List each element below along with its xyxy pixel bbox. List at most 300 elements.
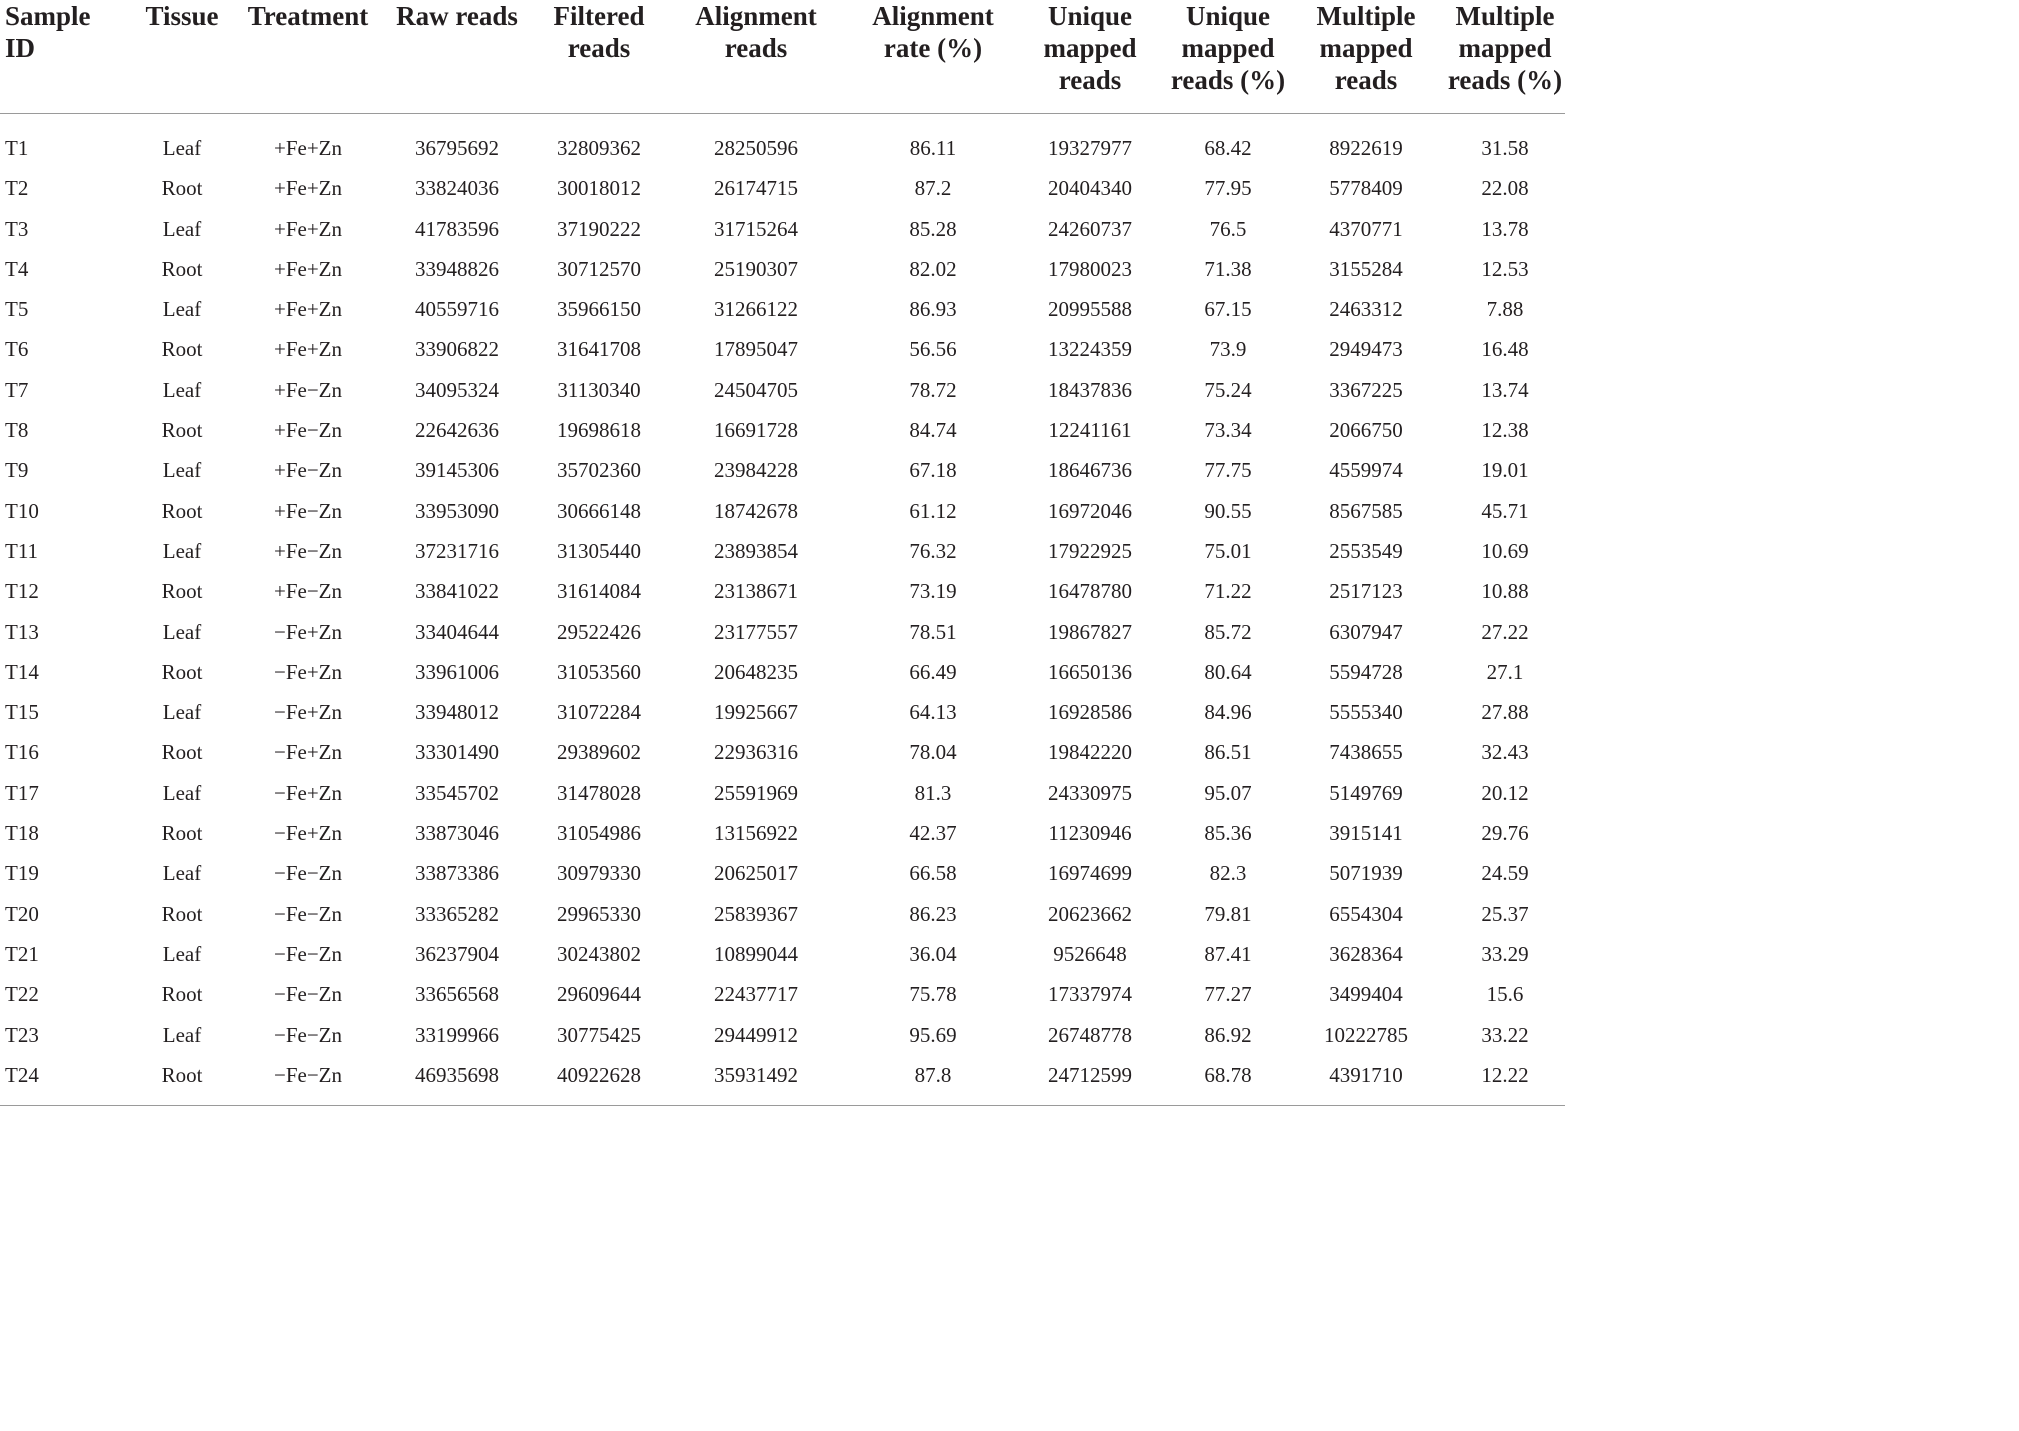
cell-sample-id: T5: [5, 297, 29, 322]
table-row: [0, 974, 1567, 1014]
cell-sample-id: T21: [5, 941, 39, 966]
cell-raw-reads: 33906822: [415, 337, 499, 362]
cell-unique-mapped-reads-pct: 77.95: [1204, 176, 1252, 201]
cell-raw-reads: 33199966: [415, 1022, 499, 1047]
cell-raw-reads: 33873386: [415, 861, 499, 886]
cell-alignment-rate: 36.04: [909, 941, 957, 966]
cell-unique-mapped-reads-pct: 86.92: [1204, 1022, 1252, 1047]
cell-alignment-rate: 81.3: [914, 780, 952, 805]
cell-tissue: Leaf: [162, 619, 202, 644]
cell-treatment: −Fe−Zn: [273, 941, 342, 966]
cell-unique-mapped-reads: 19867827: [1048, 619, 1132, 644]
cell-unique-mapped-reads: 26748778: [1048, 1022, 1132, 1047]
cell-treatment: +Fe−Zn: [273, 579, 342, 604]
cell-unique-mapped-reads-pct: 68.42: [1204, 136, 1252, 160]
cell-alignment-rate: 75.78: [909, 982, 957, 1007]
cell-multiple-mapped-reads: 5778409: [1329, 176, 1403, 201]
cell-sample-id: T20: [5, 901, 39, 926]
cell-alignment-reads: 25839367: [714, 901, 798, 926]
cell-unique-mapped-reads: 18646736: [1048, 458, 1132, 483]
table-row: [0, 450, 1567, 490]
cell-raw-reads: 33961006: [415, 659, 499, 684]
table-body: [0, 128, 1567, 1095]
cell-multiple-mapped-reads-pct: 12.53: [1481, 256, 1529, 281]
cell-unique-mapped-reads: 24330975: [1048, 780, 1132, 805]
table-row: [0, 168, 1567, 208]
cell-alignment-rate: 82.02: [909, 256, 957, 281]
cell-filtered-reads: 30243802: [557, 941, 641, 966]
cell-multiple-mapped-reads-pct: 20.12: [1481, 780, 1529, 805]
cell-raw-reads: 33873046: [415, 821, 499, 846]
cell-treatment: −Fe+Zn: [273, 619, 342, 644]
cell-unique-mapped-reads: 24712599: [1048, 1062, 1132, 1087]
cell-alignment-reads: 16691728: [714, 418, 798, 443]
cell-alignment-reads: 22936316: [714, 740, 798, 765]
column-header-treatment: Treatment: [247, 1, 369, 31]
cell-multiple-mapped-reads-pct: 19.01: [1481, 458, 1529, 483]
cell-filtered-reads: 31053560: [557, 659, 641, 684]
cell-multiple-mapped-reads-pct: 15.6: [1486, 982, 1524, 1007]
table-row: [0, 1015, 1567, 1055]
cell-raw-reads: 33841022: [415, 579, 499, 604]
table-row: [0, 813, 1567, 853]
cell-sample-id: T8: [5, 418, 29, 443]
cell-multiple-mapped-reads: 2949473: [1329, 337, 1403, 362]
cell-alignment-reads: 29449912: [714, 1022, 798, 1047]
cell-unique-mapped-reads: 17922925: [1048, 538, 1132, 563]
cell-multiple-mapped-reads-pct: 29.76: [1481, 821, 1529, 846]
cell-tissue: Leaf: [162, 700, 202, 725]
cell-unique-mapped-reads-pct: 75.01: [1204, 538, 1252, 563]
cell-unique-mapped-reads: 20995588: [1048, 297, 1132, 322]
cell-unique-mapped-reads-pct: 86.51: [1204, 740, 1252, 765]
cell-unique-mapped-reads-pct: 82.3: [1209, 861, 1247, 886]
cell-unique-mapped-reads: 9526648: [1053, 941, 1127, 966]
cell-unique-mapped-reads: 19842220: [1048, 740, 1132, 765]
cell-alignment-rate: 73.19: [909, 579, 957, 604]
cell-raw-reads: 41783596: [415, 216, 499, 241]
cell-alignment-rate: 86.23: [909, 901, 957, 926]
table-header: [0, 0, 1567, 113]
cell-multiple-mapped-reads: 3915141: [1329, 821, 1403, 846]
cell-multiple-mapped-reads-pct: 12.38: [1481, 418, 1529, 443]
table-row: [0, 692, 1567, 732]
cell-alignment-reads: 28250596: [714, 136, 798, 160]
cell-filtered-reads: 31305440: [557, 538, 641, 563]
cell-treatment: +Fe−Zn: [273, 498, 342, 523]
table-row: [0, 531, 1567, 571]
cell-alignment-rate: 42.37: [909, 821, 957, 846]
cell-sample-id: T14: [5, 659, 39, 684]
table-row: [0, 1055, 1567, 1095]
cell-unique-mapped-reads-pct: 71.22: [1204, 579, 1252, 604]
cell-raw-reads: 36237904: [415, 941, 499, 966]
cell-alignment-reads: 17895047: [714, 337, 798, 362]
column-header-sample-id: Sample ID: [5, 1, 91, 63]
cell-multiple-mapped-reads: 8567585: [1329, 498, 1403, 523]
cell-unique-mapped-reads: 17337974: [1048, 982, 1132, 1007]
cell-raw-reads: 33953090: [415, 498, 499, 523]
cell-multiple-mapped-reads: 2553549: [1329, 538, 1403, 563]
cell-alignment-reads: 19925667: [714, 700, 798, 725]
cell-tissue: Root: [161, 579, 203, 604]
table-row: [0, 128, 1567, 168]
cell-raw-reads: 39145306: [415, 458, 499, 483]
cell-filtered-reads: 31478028: [557, 780, 641, 805]
cell-treatment: +Fe+Zn: [273, 297, 342, 322]
cell-filtered-reads: 29389602: [557, 740, 641, 765]
cell-unique-mapped-reads-pct: 90.55: [1204, 498, 1252, 523]
cell-multiple-mapped-reads: 8922619: [1329, 136, 1403, 160]
cell-raw-reads: 36795692: [415, 136, 499, 160]
cell-unique-mapped-reads-pct: 85.36: [1204, 821, 1252, 846]
cell-alignment-reads: 31266122: [714, 297, 798, 322]
cell-tissue: Root: [161, 418, 203, 443]
cell-unique-mapped-reads: 16478780: [1048, 579, 1132, 604]
cell-multiple-mapped-reads: 3367225: [1329, 377, 1403, 402]
cell-unique-mapped-reads-pct: 73.34: [1204, 418, 1252, 443]
table-row: [0, 773, 1567, 813]
cell-treatment: +Fe−Zn: [273, 458, 342, 483]
column-header-tissue: Tissue: [145, 1, 219, 31]
column-header-multiple-mapped-reads: Multiple mapped reads: [1316, 1, 1416, 95]
cell-sample-id: T12: [5, 579, 39, 604]
cell-tissue: Leaf: [162, 538, 202, 563]
table-row: [0, 249, 1567, 289]
cell-treatment: +Fe−Zn: [273, 538, 342, 563]
cell-filtered-reads: 32809362: [557, 136, 641, 160]
cell-unique-mapped-reads: 11230946: [1048, 821, 1132, 846]
column-header-unique-mapped-reads: Unique mapped reads: [1043, 1, 1137, 95]
cell-unique-mapped-reads: 12241161: [1048, 418, 1132, 443]
cell-multiple-mapped-reads-pct: 24.59: [1481, 861, 1529, 886]
cell-tissue: Root: [161, 982, 203, 1007]
cell-unique-mapped-reads-pct: 67.15: [1204, 297, 1252, 322]
cell-unique-mapped-reads-pct: 85.72: [1204, 619, 1252, 644]
cell-multiple-mapped-reads: 5149769: [1329, 780, 1403, 805]
cell-tissue: Leaf: [162, 377, 202, 402]
cell-unique-mapped-reads: 18437836: [1048, 377, 1132, 402]
cell-unique-mapped-reads-pct: 87.41: [1204, 941, 1252, 966]
cell-filtered-reads: 30666148: [557, 498, 641, 523]
cell-treatment: +Fe+Zn: [273, 136, 342, 160]
cell-alignment-rate: 78.04: [909, 740, 957, 765]
cell-alignment-reads: 23177557: [714, 619, 798, 644]
cell-treatment: +Fe−Zn: [273, 418, 342, 443]
cell-multiple-mapped-reads-pct: 32.43: [1481, 740, 1529, 765]
cell-tissue: Root: [161, 821, 203, 846]
cell-multiple-mapped-reads-pct: 13.74: [1481, 377, 1529, 402]
cell-filtered-reads: 30979330: [557, 861, 641, 886]
cell-treatment: −Fe+Zn: [273, 821, 342, 846]
cell-tissue: Root: [161, 740, 203, 765]
cell-raw-reads: 33948826: [415, 256, 499, 281]
table-row: [0, 853, 1567, 893]
cell-alignment-reads: 35931492: [714, 1062, 798, 1087]
cell-unique-mapped-reads: 19327977: [1048, 136, 1132, 160]
cell-alignment-reads: 22437717: [714, 982, 798, 1007]
cell-alignment-rate: 85.28: [909, 216, 957, 241]
cell-unique-mapped-reads-pct: 79.81: [1204, 901, 1252, 926]
column-header-alignment-reads: Alignment reads: [695, 1, 817, 63]
cell-alignment-rate: 78.51: [909, 619, 957, 644]
cell-multiple-mapped-reads-pct: 27.1: [1486, 659, 1524, 684]
cell-filtered-reads: 29965330: [557, 901, 641, 926]
cell-unique-mapped-reads-pct: 76.5: [1209, 216, 1247, 241]
cell-alignment-reads: 20648235: [714, 659, 798, 684]
cell-multiple-mapped-reads: 2066750: [1329, 418, 1403, 443]
cell-multiple-mapped-reads: 4370771: [1329, 216, 1403, 241]
cell-alignment-reads: 25591969: [714, 780, 798, 805]
cell-multiple-mapped-reads: 5594728: [1329, 659, 1403, 684]
cell-multiple-mapped-reads: 4391710: [1329, 1062, 1403, 1087]
cell-filtered-reads: 40922628: [557, 1062, 641, 1087]
cell-alignment-rate: 87.2: [914, 176, 952, 201]
cell-filtered-reads: 31054986: [557, 821, 641, 846]
cell-multiple-mapped-reads: 10222785: [1324, 1022, 1408, 1047]
cell-tissue: Leaf: [162, 941, 202, 966]
cell-multiple-mapped-reads-pct: 25.37: [1481, 901, 1529, 926]
cell-multiple-mapped-reads: 5555340: [1329, 700, 1403, 725]
cell-raw-reads: 34095324: [415, 377, 499, 402]
cell-unique-mapped-reads: 20623662: [1048, 901, 1132, 926]
cell-treatment: +Fe+Zn: [273, 176, 342, 201]
cell-unique-mapped-reads-pct: 84.96: [1204, 700, 1252, 725]
cell-sample-id: T11: [5, 538, 39, 563]
cell-sample-id: T22: [5, 982, 39, 1007]
cell-multiple-mapped-reads-pct: 27.88: [1481, 700, 1529, 725]
cell-multiple-mapped-reads: 6307947: [1329, 619, 1403, 644]
cell-alignment-reads: 26174715: [714, 176, 798, 201]
table-row: [0, 732, 1567, 772]
table-row: [0, 934, 1567, 974]
column-header-filtered-reads: Filtered reads: [553, 1, 645, 63]
cell-multiple-mapped-reads-pct: 13.78: [1481, 216, 1529, 241]
cell-tissue: Root: [161, 901, 203, 926]
cell-multiple-mapped-reads: 4559974: [1329, 458, 1403, 483]
cell-unique-mapped-reads-pct: 68.78: [1204, 1062, 1252, 1087]
cell-raw-reads: 33365282: [415, 901, 499, 926]
cell-treatment: −Fe−Zn: [273, 861, 342, 886]
table-row: [0, 491, 1567, 531]
cell-unique-mapped-reads-pct: 71.38: [1204, 256, 1252, 281]
cell-alignment-rate: 76.32: [909, 538, 957, 563]
cell-filtered-reads: 37190222: [557, 216, 641, 241]
cell-tissue: Leaf: [162, 861, 202, 886]
cell-unique-mapped-reads: 16928586: [1048, 700, 1132, 725]
cell-multiple-mapped-reads: 6554304: [1329, 901, 1403, 926]
cell-multiple-mapped-reads: 3628364: [1329, 941, 1403, 966]
cell-filtered-reads: 30775425: [557, 1022, 641, 1047]
table-row: [0, 894, 1567, 934]
cell-sample-id: T1: [5, 136, 29, 160]
cell-sample-id: T17: [5, 780, 39, 805]
cell-unique-mapped-reads-pct: 75.24: [1204, 377, 1252, 402]
cell-multiple-mapped-reads: 3499404: [1329, 982, 1403, 1007]
cell-multiple-mapped-reads-pct: 10.88: [1481, 579, 1529, 604]
cell-raw-reads: 33656568: [415, 982, 499, 1007]
cell-treatment: −Fe−Zn: [273, 982, 342, 1007]
cell-tissue: Root: [161, 659, 203, 684]
cell-multiple-mapped-reads: 2463312: [1329, 297, 1403, 322]
cell-unique-mapped-reads: 17980023: [1048, 256, 1132, 281]
cell-sample-id: T2: [5, 176, 29, 201]
cell-filtered-reads: 19698618: [557, 418, 641, 443]
table-row: [0, 329, 1567, 369]
cell-raw-reads: 40559716: [415, 297, 499, 322]
cell-filtered-reads: 35702360: [557, 458, 641, 483]
cell-filtered-reads: 30712570: [557, 256, 641, 281]
cell-sample-id: T13: [5, 619, 39, 644]
column-header-unique-mapped-reads-pct: Unique mapped reads (%): [1170, 1, 1286, 95]
cell-multiple-mapped-reads-pct: 33.22: [1481, 1022, 1529, 1047]
cell-treatment: −Fe+Zn: [273, 700, 342, 725]
cell-multiple-mapped-reads: 3155284: [1329, 256, 1403, 281]
cell-multiple-mapped-reads-pct: 22.08: [1481, 176, 1529, 201]
column-header-multiple-mapped-reads-pct: Multiple mapped reads (%): [1447, 1, 1563, 95]
table-row: [0, 652, 1567, 692]
cell-alignment-reads: 23138671: [714, 579, 798, 604]
cell-unique-mapped-reads-pct: 73.9: [1209, 337, 1247, 362]
cell-alignment-reads: 23893854: [714, 538, 798, 563]
cell-treatment: +Fe+Zn: [273, 216, 342, 241]
cell-filtered-reads: 30018012: [557, 176, 641, 201]
cell-filtered-reads: 31072284: [557, 700, 641, 725]
header-rule: [0, 113, 1565, 114]
cell-unique-mapped-reads: 16972046: [1048, 498, 1132, 523]
cell-treatment: −Fe+Zn: [273, 780, 342, 805]
cell-treatment: −Fe−Zn: [273, 901, 342, 926]
cell-sample-id: T19: [5, 861, 39, 886]
cell-sample-id: T7: [5, 377, 29, 402]
cell-tissue: Leaf: [162, 1022, 202, 1047]
cell-tissue: Leaf: [162, 136, 202, 160]
cell-filtered-reads: 31614084: [557, 579, 641, 604]
cell-unique-mapped-reads: 24260737: [1048, 216, 1132, 241]
cell-alignment-reads: 13156922: [714, 821, 798, 846]
cell-tissue: Root: [161, 256, 203, 281]
cell-alignment-rate: 66.58: [909, 861, 957, 886]
cell-sample-id: T3: [5, 216, 29, 241]
cell-sample-id: T24: [5, 1062, 39, 1087]
cell-sample-id: T10: [5, 498, 39, 523]
cell-unique-mapped-reads: 20404340: [1048, 176, 1132, 201]
cell-alignment-rate: 67.18: [909, 458, 957, 483]
cell-unique-mapped-reads-pct: 77.27: [1204, 982, 1252, 1007]
cell-multiple-mapped-reads: 7438655: [1329, 740, 1403, 765]
cell-multiple-mapped-reads: 2517123: [1329, 579, 1403, 604]
cell-treatment: +Fe+Zn: [273, 337, 342, 362]
cell-alignment-rate: 66.49: [909, 659, 957, 684]
cell-filtered-reads: 31641708: [557, 337, 641, 362]
cell-filtered-reads: 29609644: [557, 982, 641, 1007]
cell-sample-id: T4: [5, 256, 29, 281]
cell-treatment: +Fe+Zn: [273, 256, 342, 281]
cell-multiple-mapped-reads-pct: 16.48: [1481, 337, 1529, 362]
cell-multiple-mapped-reads-pct: 7.88: [1486, 297, 1524, 322]
table-row: [0, 410, 1567, 450]
cell-raw-reads: 33545702: [415, 780, 499, 805]
column-header-raw-reads: Raw reads: [396, 1, 518, 31]
cell-alignment-reads: 10899044: [714, 941, 798, 966]
table-row: [0, 370, 1567, 410]
cell-alignment-rate: 86.93: [909, 297, 957, 322]
cell-unique-mapped-reads: 16974699: [1048, 861, 1132, 886]
cell-alignment-reads: 20625017: [714, 861, 798, 886]
cell-unique-mapped-reads-pct: 95.07: [1204, 780, 1252, 805]
column-header-alignment-rate: Alignment rate (%): [872, 1, 994, 63]
bottom-rule: [0, 1105, 1565, 1106]
cell-alignment-reads: 18742678: [714, 498, 798, 523]
cell-filtered-reads: 35966150: [557, 297, 641, 322]
cell-alignment-reads: 23984228: [714, 458, 798, 483]
cell-unique-mapped-reads: 16650136: [1048, 659, 1132, 684]
table-row: [0, 289, 1567, 329]
cell-sample-id: T23: [5, 1022, 39, 1047]
cell-alignment-rate: 61.12: [909, 498, 957, 523]
cell-multiple-mapped-reads-pct: 27.22: [1481, 619, 1529, 644]
cell-multiple-mapped-reads-pct: 45.71: [1481, 498, 1529, 523]
cell-alignment-rate: 78.72: [909, 377, 957, 402]
cell-treatment: +Fe−Zn: [273, 377, 342, 402]
cell-sample-id: T15: [5, 700, 39, 725]
table-row: [0, 209, 1567, 249]
cell-alignment-rate: 64.13: [909, 700, 957, 725]
cell-treatment: −Fe+Zn: [273, 740, 342, 765]
cell-treatment: −Fe−Zn: [273, 1022, 342, 1047]
cell-multiple-mapped-reads: 5071939: [1329, 861, 1403, 886]
cell-alignment-rate: 86.11: [909, 136, 957, 160]
cell-raw-reads: 46935698: [415, 1062, 499, 1087]
cell-alignment-reads: 25190307: [714, 256, 798, 281]
cell-filtered-reads: 31130340: [557, 377, 641, 402]
cell-raw-reads: 33301490: [415, 740, 499, 765]
cell-alignment-rate: 87.8: [914, 1062, 952, 1087]
cell-treatment: −Fe+Zn: [273, 659, 342, 684]
cell-tissue: Root: [161, 1062, 203, 1087]
cell-tissue: Root: [161, 176, 203, 201]
cell-alignment-rate: 56.56: [909, 337, 957, 362]
cell-sample-id: T16: [5, 740, 39, 765]
cell-multiple-mapped-reads-pct: 10.69: [1481, 538, 1529, 563]
cell-alignment-rate: 84.74: [909, 418, 957, 443]
table-row: [0, 571, 1567, 611]
cell-unique-mapped-reads: 13224359: [1048, 337, 1132, 362]
cell-sample-id: T18: [5, 821, 39, 846]
cell-raw-reads: 33824036: [415, 176, 499, 201]
cell-raw-reads: 37231716: [415, 538, 499, 563]
cell-treatment: −Fe−Zn: [273, 1062, 342, 1087]
cell-tissue: Leaf: [162, 216, 202, 241]
cell-alignment-reads: 24504705: [714, 377, 798, 402]
cell-tissue: Leaf: [162, 458, 202, 483]
table-row: [0, 612, 1567, 652]
cell-sample-id: T9: [5, 458, 29, 483]
cell-multiple-mapped-reads-pct: 12.22: [1481, 1062, 1529, 1087]
cell-alignment-reads: 31715264: [714, 216, 798, 241]
cell-unique-mapped-reads-pct: 80.64: [1204, 659, 1252, 684]
cell-tissue: Leaf: [162, 297, 202, 322]
cell-unique-mapped-reads-pct: 77.75: [1204, 458, 1252, 483]
cell-tissue: Root: [161, 337, 203, 362]
cell-alignment-rate: 95.69: [909, 1022, 957, 1047]
cell-raw-reads: 33948012: [415, 700, 499, 725]
cell-filtered-reads: 29522426: [557, 619, 641, 644]
cell-tissue: Root: [161, 498, 203, 523]
cell-raw-reads: 33404644: [415, 619, 499, 644]
cell-raw-reads: 22642636: [415, 418, 499, 443]
cell-sample-id: T6: [5, 337, 29, 362]
